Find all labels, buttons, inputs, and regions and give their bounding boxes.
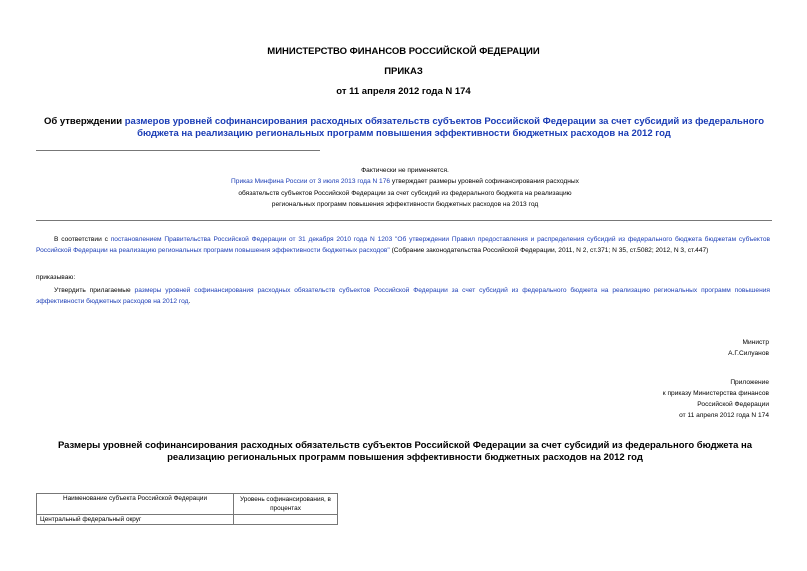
order-title-prefix: Об утверждении: [43, 116, 125, 127]
table-header-subject: Наименование субъекта Российской Федерации: [37, 494, 234, 515]
table-cell-level: [234, 515, 338, 525]
signature-name: А.Г.Силуанов: [728, 350, 769, 357]
preamble-suffix: (Собрание законодательства Российской Федерации, 2011, N 2, ст.371; N 35, ст.5082; 2012, N 3, ст.447): [389, 247, 709, 254]
approval-paragraph: [36, 285, 770, 307]
editorial-note: [230, 165, 580, 211]
doc-type-heading: ПРИКАЗ: [384, 66, 423, 77]
sizes-link[interactable]: размеры уровней софинансирования расходных обязательств субъектов Российской Федерации за счет субсидий из федерального бюджета на реализацию региональных программ повышения эффективности бюджетных расходов на 2012 год: [36, 287, 770, 305]
appendix-title: Размеры уровней софинансирования расходных обязательств субъектов Российской Федерации за счет субсидий из федерального бюджета на реализацию региональных программ повышения эффективности бюджетных расходов на 2012 год: [57, 440, 753, 463]
preamble-paragraph: [36, 234, 770, 256]
appendix-line-3: Российской Федерации: [697, 401, 769, 408]
divider-short: [36, 150, 320, 151]
ministry-heading: МИНИСТЕРСТВО ФИНАНСОВ РОССИЙСКОЙ ФЕДЕРАЦИИ: [267, 46, 540, 57]
appendix-line-4: от 11 апреля 2012 года N 174: [679, 412, 769, 419]
signature-block: [728, 337, 769, 359]
order-title-link[interactable]: размеров уровней софинансирования расходных обязательств субъектов Российской Федерации за счет субсидий из федерального бюджета на реализацию региональных программ повышения эффективности бюджетных расходов на 2012 год: [124, 116, 765, 139]
resolution-link[interactable]: постановлением Правительства Российской Федерации от 31 декабря 2010 года N 1203 "Об утверждении Правил предоставления и распределения субсидий из федерального бюджета бюджетам субъектов Российской Федерации на реализацию региональных программ повышения эффективности бюджетных расходов": [36, 236, 770, 254]
appendix-block: [663, 377, 769, 421]
table-row: [37, 515, 338, 525]
approval-prefix: Утвердить прилагаемые: [54, 287, 135, 294]
divider-long: [36, 220, 772, 221]
appendix-line-1: Приложение: [730, 379, 769, 386]
table-cell-subject: Центральный федеральный округ: [37, 515, 234, 525]
appendix-line-2: к приказу Министерства финансов: [662, 390, 769, 397]
note-status: Фактически не применяется.: [361, 167, 449, 174]
order-word: приказываю:: [36, 274, 76, 281]
approval-suffix: .: [188, 298, 191, 305]
table-header-row: [37, 494, 338, 515]
order-title: [34, 116, 774, 140]
signature-position: Министр: [742, 339, 769, 346]
note-body: [230, 176, 580, 210]
cofinancing-table: [36, 493, 338, 525]
table-header-level: Уровень софинансирования, в процентах: [234, 494, 338, 515]
preamble-prefix: В соответствии с: [54, 236, 111, 243]
note-rest: утверждает размеры уровней софинансирования расходных обязательств субъектов Российской Федерации за счет субсидий из федерального бюджета на реализацию региональных программ повышения эффективности бюджетных расходов на 2013 год: [238, 178, 579, 209]
order-date-number: от 11 апреля 2012 года N 174: [336, 86, 471, 97]
note-link[interactable]: Приказ Минфина России от 3 июля 2013 года N 176: [231, 178, 391, 186]
